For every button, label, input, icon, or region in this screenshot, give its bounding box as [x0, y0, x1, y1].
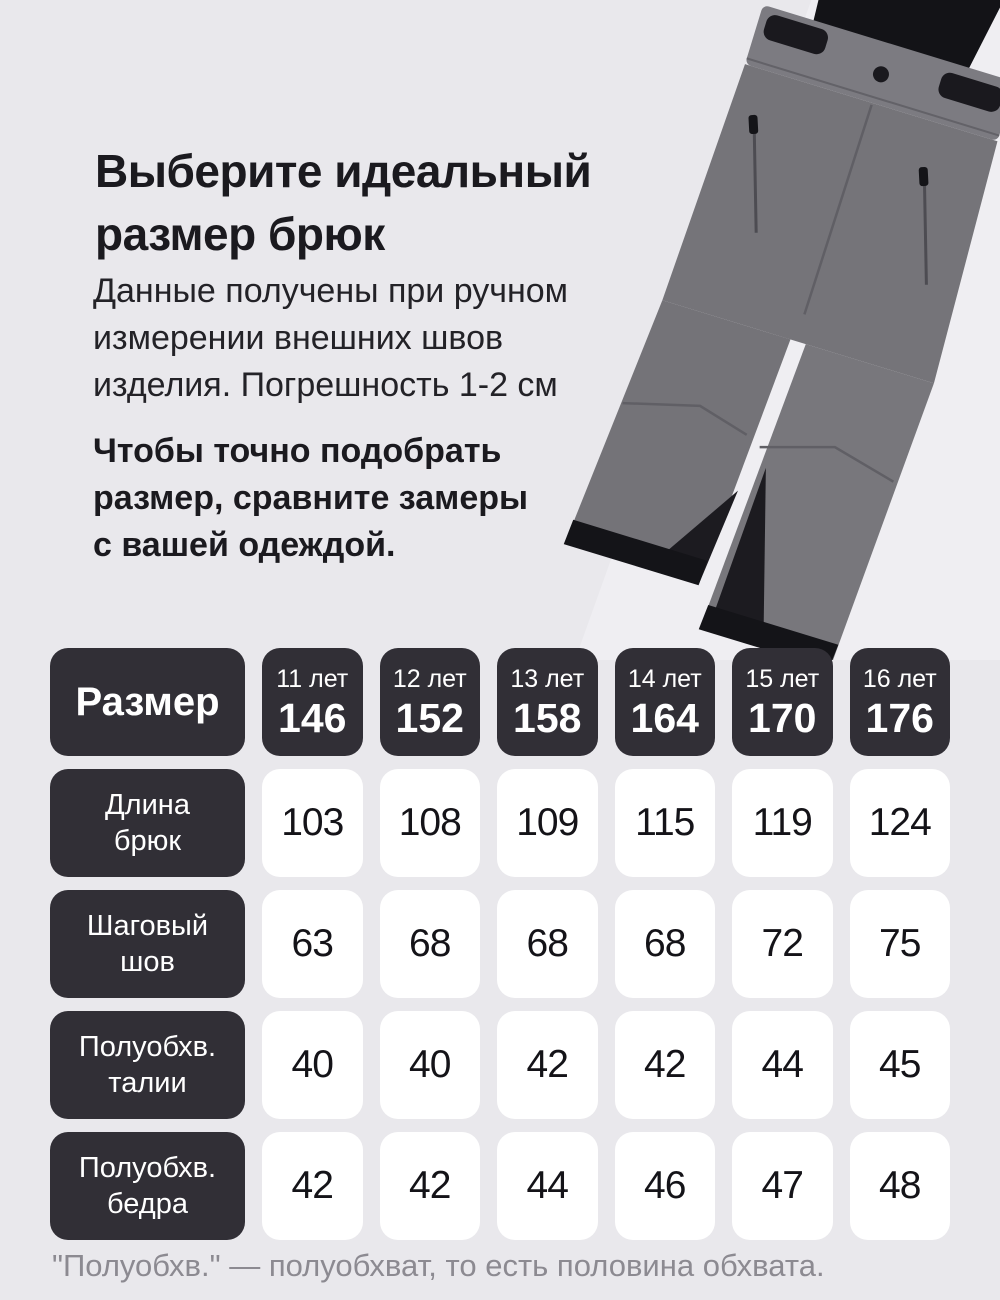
fitting-advice-line: с вашей одеждой.	[93, 526, 396, 564]
page-title-line: размер брюк	[95, 208, 385, 260]
height-label: 170	[748, 695, 817, 741]
row-label-line: бедра	[107, 1188, 188, 1220]
value-cell	[615, 769, 716, 877]
value: 119	[752, 801, 812, 844]
row-header-inseam	[50, 890, 245, 998]
value: 42	[644, 1043, 686, 1086]
value-cell	[732, 769, 833, 877]
value: 46	[644, 1164, 686, 1207]
height-label: 158	[513, 695, 582, 741]
value: 68	[526, 922, 568, 965]
value-cell	[732, 1011, 833, 1119]
value-cell	[850, 1011, 951, 1119]
row-label-line: Шаговый	[86, 910, 209, 942]
value-cell	[262, 890, 363, 998]
age-label: 12 лет	[392, 665, 467, 693]
value-cell	[380, 1132, 481, 1240]
table-corner-cell	[50, 648, 245, 756]
measurement-note-line: изделия. Погрешность 1-2 см	[93, 366, 558, 404]
value: 40	[291, 1043, 333, 1086]
size-table	[50, 648, 950, 1240]
value-cell	[615, 1132, 716, 1240]
row-label-line: шов	[120, 946, 175, 978]
value-cell	[262, 769, 363, 877]
height-label: 164	[630, 695, 699, 741]
value-cell	[497, 1132, 598, 1240]
row-header-half-waist	[50, 1011, 245, 1119]
height-label: 176	[865, 695, 934, 741]
age-label: 13 лет	[510, 665, 585, 693]
value-cell	[850, 769, 951, 877]
age-label: 14 лет	[627, 665, 702, 693]
page-title-line: Выберите идеальный	[95, 145, 592, 197]
row-header-half-hips	[50, 1132, 245, 1240]
value-cell	[380, 1011, 481, 1119]
value-cell	[615, 1011, 716, 1119]
age-label: 11 лет	[276, 665, 349, 693]
fitting-advice	[93, 428, 528, 569]
row-label-line: талии	[108, 1067, 187, 1099]
value: 75	[879, 922, 921, 965]
row-label-line: Полуобхв.	[78, 1152, 217, 1184]
value: 115	[635, 801, 695, 844]
value-cell	[497, 890, 598, 998]
size-column-header-146	[262, 648, 363, 756]
value: 47	[761, 1164, 803, 1207]
size-column-header-170	[732, 648, 833, 756]
fitting-advice-line: Чтобы точно подобрать	[93, 432, 502, 470]
size-column-header-158	[497, 648, 598, 756]
measurement-note-line: Данные получены при ручном	[93, 272, 569, 310]
value: 63	[291, 922, 333, 965]
footnote: "Полуобхв." — полуобхват, то есть половина обхвата.	[52, 1248, 825, 1283]
value: 42	[409, 1164, 451, 1207]
value: 103	[281, 801, 344, 844]
value-cell	[262, 1132, 363, 1240]
value: 45	[879, 1043, 921, 1086]
size-column-header-164	[615, 648, 716, 756]
page-title	[95, 140, 591, 266]
size-label: Размер	[75, 679, 220, 724]
value-cell	[497, 769, 598, 877]
row-label-line: Длина	[105, 789, 190, 821]
size-column-header-176	[850, 648, 951, 756]
value: 44	[526, 1164, 568, 1207]
row-header-pants-length	[50, 769, 245, 877]
value: 68	[644, 922, 686, 965]
value-cell	[732, 890, 833, 998]
height-label: 146	[278, 695, 347, 741]
value-cell	[615, 890, 716, 998]
value: 42	[291, 1164, 333, 1207]
fitting-advice-line: размер, сравните замеры	[93, 479, 529, 517]
value: 48	[879, 1164, 921, 1207]
value: 42	[526, 1043, 568, 1086]
value: 40	[409, 1043, 451, 1086]
value-cell	[850, 1132, 951, 1240]
age-label: 16 лет	[862, 665, 937, 693]
age-label: 15 лет	[745, 665, 820, 693]
value: 68	[409, 922, 451, 965]
value-cell	[732, 1132, 833, 1240]
value: 108	[398, 801, 461, 844]
value-cell	[262, 1011, 363, 1119]
value: 124	[868, 801, 931, 844]
height-label: 152	[395, 695, 464, 741]
value-cell	[380, 890, 481, 998]
size-column-header-152	[380, 648, 481, 756]
value: 72	[761, 922, 803, 965]
value-cell	[380, 769, 481, 877]
value: 44	[761, 1043, 803, 1086]
value-cell	[497, 1011, 598, 1119]
pants-photo	[555, 0, 1000, 660]
value-cell	[850, 890, 951, 998]
value: 109	[516, 801, 579, 844]
measurement-note-line: измерении внешних швов	[93, 319, 504, 357]
row-label-line: брюк	[113, 825, 182, 857]
row-label-line: Полуобхв.	[78, 1031, 217, 1063]
measurement-note	[93, 268, 568, 409]
